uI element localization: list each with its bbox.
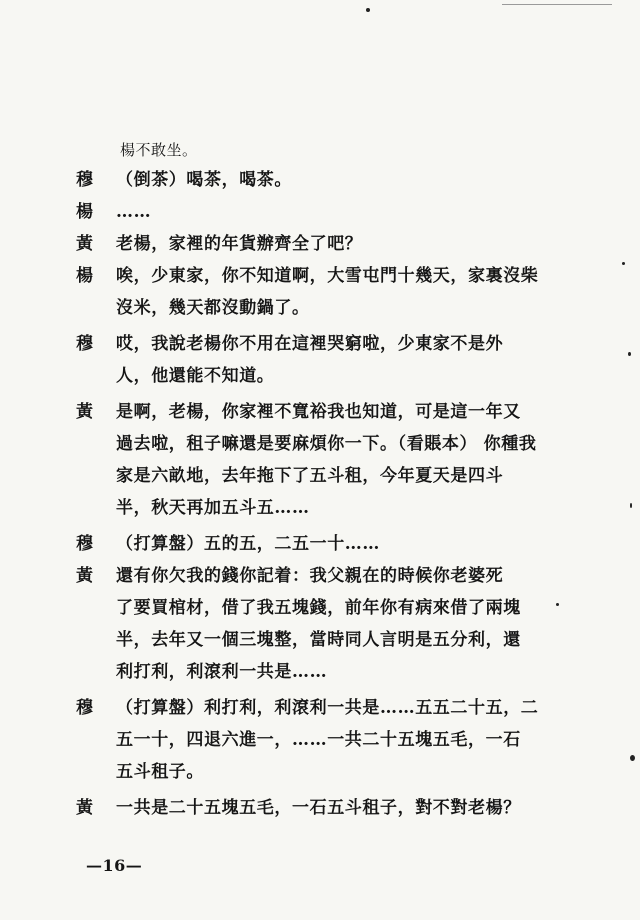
dialogue-continuation [76, 492, 556, 524]
dialogue-text: 唉，少東家，你不知道啊，大雪屯門十幾天，家裏沒柴 [116, 266, 539, 286]
dialogue-line [76, 228, 556, 260]
dialogue-text: 還有你欠我的錢你記着：我父親在的時候你老婆死 [116, 566, 504, 586]
speaker-name: 穆 [76, 698, 94, 718]
dialogue-continuation [76, 460, 556, 492]
dialogue-line [76, 792, 556, 824]
dialogue-continuation [76, 724, 556, 756]
speaker-name: 楊 [76, 266, 94, 286]
ink-speck [556, 603, 559, 606]
ink-speck [630, 755, 635, 761]
stage-direction: 楊不敢坐。 [120, 141, 198, 159]
dialogue-line [76, 260, 556, 292]
dialogue-continuation [76, 592, 556, 624]
speaker-name: 黃 [76, 234, 94, 254]
dialogue-line [76, 196, 556, 228]
dialogue-line [76, 692, 556, 724]
dialogue-text: 五一十，四退六進一，……一共二十五塊五毛，一石 [116, 730, 521, 750]
dialogue-text: 半，去年又一個三塊整，當時同人言明是五分利，還 [116, 630, 521, 650]
ink-speck [622, 262, 625, 265]
dialogue-continuation [76, 360, 556, 392]
speaker-name: 黃 [76, 798, 94, 818]
dialogue-text: 老楊，家裡的年貨辦齊全了吧？ [116, 234, 363, 254]
dialogue-continuation [76, 292, 556, 324]
dialogue-text: 家是六畝地，去年拖下了五斗租，今年夏天是四斗 [116, 466, 504, 486]
dialogue-text: 沒米，幾天都沒動鍋了。 [116, 298, 310, 318]
dialogue-text: 人，他還能不知道。 [116, 366, 275, 386]
speaker-name: 楊 [76, 202, 94, 222]
ink-speck [366, 8, 370, 12]
speaker-name: 穆 [76, 334, 94, 354]
dialogue-text: 一共是二十五塊五毛，一石五斗租子，對不對老楊？ [116, 798, 521, 818]
page-number: —16— [86, 856, 143, 875]
dialogue-line [76, 560, 556, 592]
ink-speck [630, 503, 632, 508]
dialogue-text: （打算盤）利打利，利滾利一共是……五五二十五，二 [116, 698, 539, 718]
dialogue-text: （倒茶）喝茶，喝茶。 [116, 170, 292, 190]
dialogue-continuation [76, 624, 556, 656]
dialogue-text: 過去啦，租子嘛還是要麻煩你一下。（看賬本） 你種我 [116, 434, 537, 454]
dialogue-text: 五斗租子。 [116, 762, 204, 782]
ink-speck [628, 352, 631, 356]
dialogue-text: …… [116, 202, 152, 222]
dialogue-text: 利打利，利滾利一共是…… [116, 662, 328, 682]
dialogue-continuation [76, 756, 556, 788]
dialogue-continuation [76, 428, 556, 460]
document-body [76, 140, 556, 824]
dialogue-text: 了要買棺材，借了我五塊錢，前年你有病來借了兩塊 [116, 598, 521, 618]
dialogue-text: （打算盤）五的五，二五一十…… [116, 534, 380, 554]
dialogue-line [76, 328, 556, 360]
speaker-name: 黃 [76, 402, 94, 422]
dialogue-line [76, 396, 556, 428]
dialogue-text: 半，秋天再加五斗五…… [116, 498, 310, 518]
dialogue-line [76, 528, 556, 560]
dialogue-line [76, 164, 556, 196]
speaker-name: 穆 [76, 170, 94, 190]
speaker-name: 黃 [76, 566, 94, 586]
top-rule [502, 4, 612, 5]
dialogue-text: 哎，我說老楊你不用在這裡哭窮啦，少東家不是外 [116, 334, 504, 354]
speaker-name: 穆 [76, 534, 94, 554]
dialogue-text: 是啊，老楊，你家裡不寬裕我也知道，可是這一年又 [116, 402, 521, 422]
dialogue-continuation [76, 656, 556, 688]
